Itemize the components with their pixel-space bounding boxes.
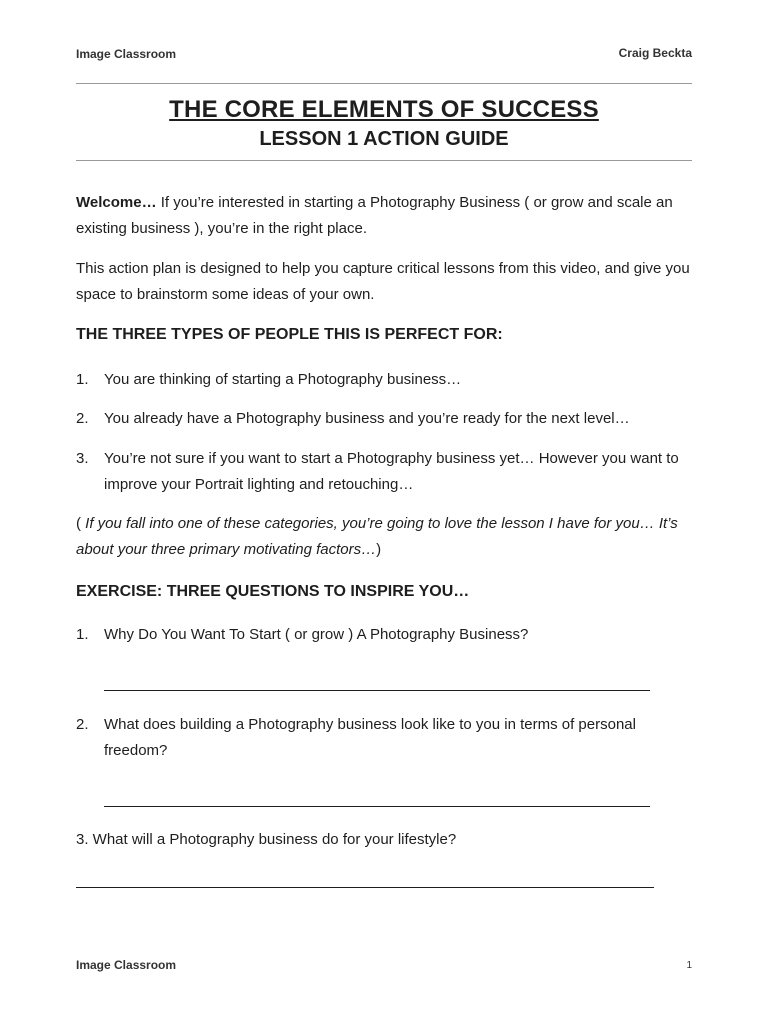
section-heading-people: THE THREE TYPES OF PEOPLE THIS IS PERFECT FOR: — [76, 326, 503, 343]
note-text: If you fall into one of these categories, you’re going to love the lesson I have for you… It’s about your three primary motivating factors… — [76, 515, 678, 558]
page-title: THE CORE ELEMENTS OF SUCCESS — [169, 96, 599, 123]
note-close-paren: ) — [376, 541, 382, 558]
question-number: 2. — [76, 716, 89, 733]
page-subtitle: LESSON 1 ACTION GUIDE — [259, 128, 509, 150]
question-item — [76, 712, 692, 764]
question-text: Why Do You Want To Start ( or grow ) A Photography Business? — [104, 626, 529, 643]
intro-paragraph: This action plan is designed to help you capture critical lessons from this video, and give you space to brainstorm some ideas of your own. — [76, 260, 690, 303]
list-number: 3. — [76, 450, 89, 467]
answer-line[interactable] — [76, 887, 654, 888]
answer-line[interactable] — [104, 690, 650, 691]
page-number: 1 — [686, 960, 692, 971]
question-number: 1. — [76, 626, 89, 643]
welcome-lead: Welcome… — [76, 194, 157, 211]
list-number: 1. — [76, 371, 89, 388]
list-text: You’re not sure if you want to start a Photography business yet… However you want to improve your Portrait lighting and retouching… — [104, 450, 679, 493]
question-item — [76, 622, 692, 648]
title-rule — [76, 160, 692, 161]
answer-line[interactable] — [104, 806, 650, 807]
header-rule — [76, 83, 692, 84]
list-item — [76, 367, 692, 393]
list-number: 2. — [76, 410, 89, 427]
header-brand: Image Classroom — [76, 47, 177, 61]
section-heading-exercise: EXERCISE: THREE QUESTIONS TO INSPIRE YOU… — [76, 583, 470, 600]
list-item — [76, 446, 692, 498]
welcome-text: If you’re interested in starting a Photography Business ( or grow and scale an existing business ), you’re in the right place. — [76, 194, 673, 237]
note-open-paren: ( — [76, 515, 86, 532]
list-text: You already have a Photography business and you’re ready for the next level… — [104, 410, 630, 427]
question-text: What does building a Photography business look like to you in terms of personal freedom? — [104, 716, 636, 759]
list-item — [76, 406, 692, 432]
list-text: You are thinking of starting a Photography business… — [104, 371, 462, 388]
footer-brand: Image Classroom — [76, 958, 177, 972]
welcome-paragraph — [76, 190, 692, 242]
note-paragraph — [76, 511, 692, 563]
header-author: Craig Beckta — [618, 46, 692, 60]
question-item: 3. What will a Photography business do for your lifestyle? — [76, 831, 457, 848]
